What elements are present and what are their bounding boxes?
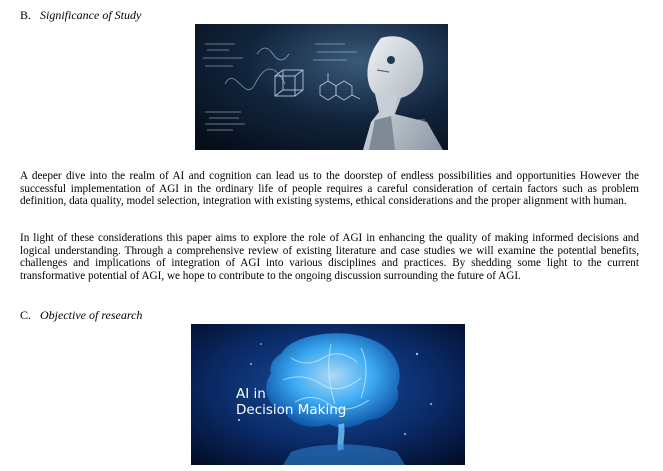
section-heading-objective [20, 308, 142, 323]
section-heading-significance [20, 8, 141, 23]
paragraph-1: A deeper dive into the realm of AI and cognition can lead us to the doorstep of endless possibilities and opportunities However the successful implementation of AGI in the ordinary life of people requires a careful consideration of certain factors such as problem definition, data quality, model selection, integration with existing systems, ethical considerations and the proper alignment with human. [20, 170, 639, 208]
paragraph-2: In light of these considerations this paper aims to explore the role of AGI in enhancing the quality of making informed decisions and logical understanding. Through a comprehensive review of existing literature and case studies we will examine the potential benefits, challenges and implications of integration of AGI into various disciplines and practices. By shedding some light to the current transformative potential of AGI, we hope to contribute to the ongoing discussion surrounding the future of AGI. [20, 232, 639, 282]
robot-thinking-icon [195, 24, 448, 150]
section-title: Significance of Study [40, 8, 142, 22]
figure-overlay-line-2: Decision Making [236, 402, 347, 418]
section-letter: C. [20, 308, 32, 322]
section-letter: B. [20, 8, 32, 22]
brain-figure [191, 324, 465, 465]
figure-overlay-line-1: AI in [236, 386, 266, 402]
glowing-brain-icon [191, 324, 465, 465]
section-title: Objective of research [40, 308, 143, 322]
robot-figure [195, 24, 448, 150]
